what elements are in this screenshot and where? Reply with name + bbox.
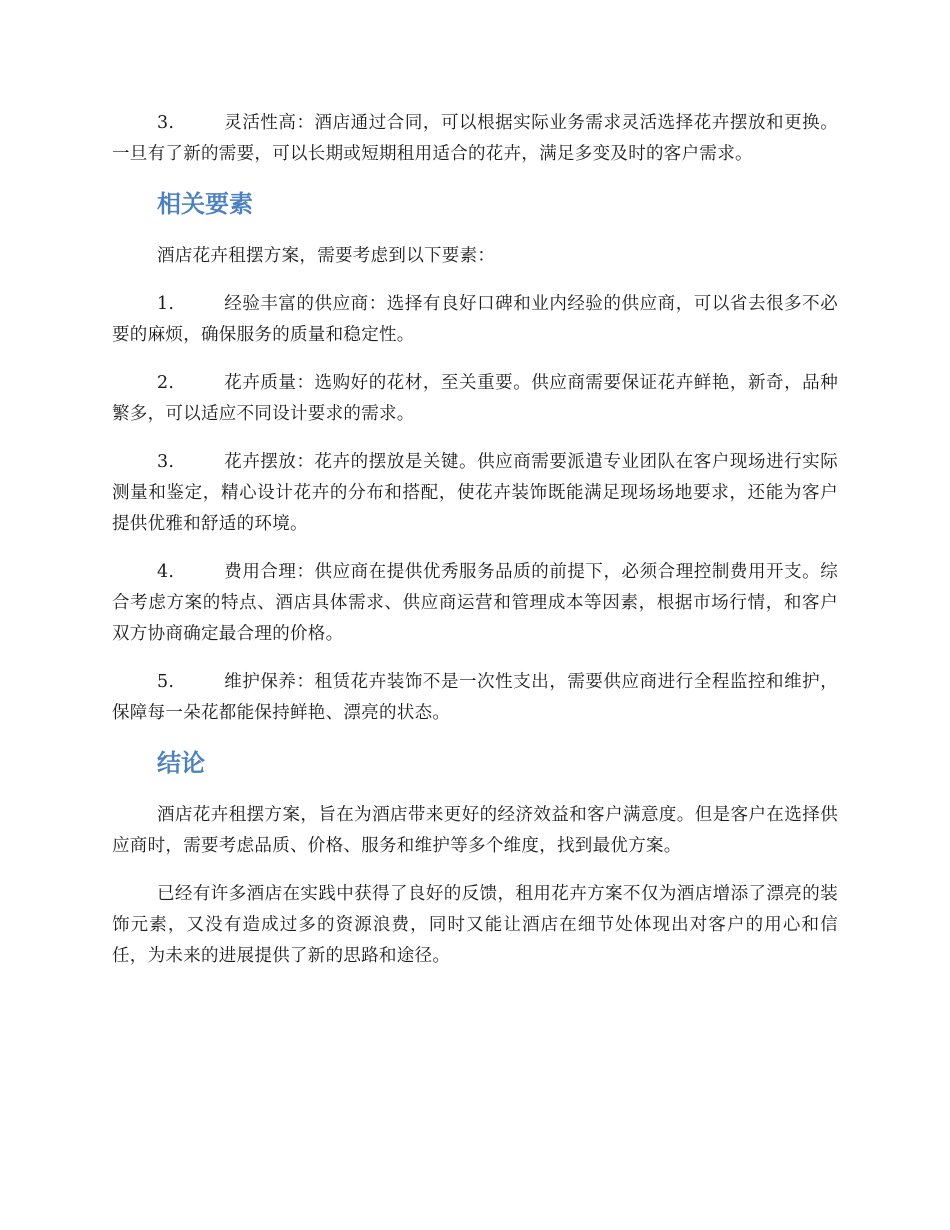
list-item-cost xyxy=(112,557,838,650)
section-heading-factors: 相关要素 xyxy=(157,190,253,218)
section-heading-conclusion: 结论 xyxy=(157,749,205,777)
list-number: 1. xyxy=(157,294,175,314)
list-item-text: 花卉质量：选购好的花材，至关重要。供应商需要保证花卉鲜艳，新奇，品种繁多，可以适应不同设计要求的需求。 xyxy=(112,373,838,424)
document-page xyxy=(112,108,838,989)
list-number: 5. xyxy=(157,672,175,692)
list-item-text: 维护保养：租赁花卉装饰不是一次性支出，需要供应商进行全程监控和维护，保障每一朵花都能保持鲜艳、漂亮的状态。 xyxy=(112,672,838,723)
list-item-flexibility xyxy=(112,108,838,170)
list-number: 3. xyxy=(157,113,175,133)
list-item-text: 花卉摆放：花卉的摆放是关键。供应商需要派遣专业团队在客户现场进行实际测量和鉴定，精心设计花卉的分布和搭配，使花卉装饰既能满足现场场地要求，还能为客户提供优雅和舒适的环境。 xyxy=(112,452,838,534)
list-number: 2. xyxy=(157,373,175,393)
list-item-maintenance xyxy=(112,667,838,729)
list-item-text: 灵活性高：酒店通过合同，可以根据实际业务需求灵活选择花卉摆放和更换。一旦有了新的需要，可以长期或短期租用适合的花卉，满足多变及时的客户需求。 xyxy=(112,113,838,164)
list-item-placement xyxy=(112,447,838,540)
conclusion-paragraph-1: 酒店花卉租摆方案，旨在为酒店带来更好的经济效益和客户满意度。但是客户在选择供应商时，需要考虑品质、价格、服务和维护等多个维度，找到最优方案。 xyxy=(112,805,838,856)
factors-intro: 酒店花卉租摆方案，需要考虑到以下要素： xyxy=(157,246,496,266)
list-item-text: 经验丰富的供应商：选择有良好口碑和业内经验的供应商，可以省去很多不必要的麻烦，确保服务的质量和稳定性。 xyxy=(112,294,838,345)
list-item-text: 费用合理：供应商在提供优秀服务品质的前提下，必须合理控制费用开支。综合考虑方案的特点、酒店具体需求、供应商运营和管理成本等因素，根据市场行情，和客户双方协商确定最合理的价格。 xyxy=(112,562,838,644)
list-number: 4. xyxy=(157,562,175,582)
list-item-supplier xyxy=(112,289,838,351)
conclusion-paragraph-2: 已经有许多酒店在实践中获得了良好的反馈，租用花卉方案不仅为酒店增添了漂亮的装饰元素，又没有造成过多的资源浪费，同时又能让酒店在细节处体现出对客户的用心和信任，为未来的进展提供了新的思路和途径。 xyxy=(112,884,838,966)
list-number: 3. xyxy=(157,452,175,472)
list-item-quality xyxy=(112,368,838,430)
